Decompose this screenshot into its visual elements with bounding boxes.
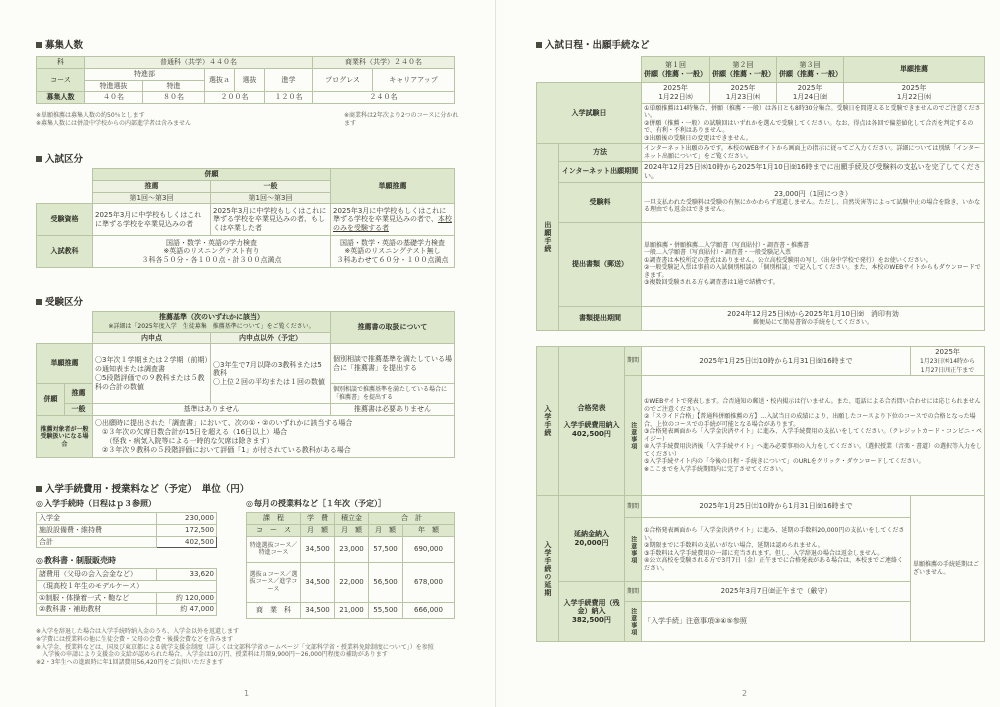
reserve-cell: 23,000 [335, 536, 369, 562]
chui-label-3: 注意事項 [625, 602, 642, 642]
naishin-igai-criteria: 〇3年生で7月以降の3教科または5教科 〇上位２回の平均または１回の数値 [211, 344, 331, 404]
yearly-cell: 690,000 [403, 536, 455, 562]
count-header: 募集人数 [37, 92, 85, 104]
course-header: コース [37, 68, 85, 92]
select-a: 選抜ａ [205, 68, 235, 92]
count-3: ２００名 [205, 92, 265, 104]
recruit-table [36, 56, 455, 104]
zankin-label: 入学手続費用（残金）納入 382,500円 [559, 582, 625, 642]
th-sub: 年 額 [403, 524, 455, 536]
exam-notes: ①単願推薦は14時集合、併願（推薦・一般）は各日とも8時30分集合。受験日を間違えると受験できませんのでご注意ください。 ②併願（推薦・一般）の試験回はいずれかを選んで受験してください。なお、得点は各回で偏差値化して合否を判定するので、有利・不利はありません。 ③出願後の受験日の変更はできません。 [642, 103, 985, 144]
naishin-igai-header: 内申点以外（予定） [211, 332, 331, 344]
fees-title: 入学手続費用・授業料など（予定） 単位（円） [36, 484, 249, 496]
select: 選抜 [235, 68, 265, 92]
fee-text: 23,000円（1回につき） 一旦支払われた受験料は受験の有無にかかわらず返還しません。ただし、自然災害等によって試験中止の場合を除き、いかなる理由でも返金はできません。 [642, 182, 985, 222]
th-sub: コ ー ス [247, 524, 301, 536]
chui-label: 注意事項 [625, 376, 642, 496]
docs-label: 提出書類（郵送） [559, 222, 642, 306]
encho-label: 入学手続の延期 [537, 496, 559, 642]
deadline-label: 書類提出期間 [559, 306, 642, 330]
tangan-row: 単願推薦 [37, 344, 93, 384]
method-label: 方法 [559, 144, 642, 162]
page-number: 2 [742, 689, 748, 698]
kijun-header: 推薦基準（次のいずれかに該当） ※詳細は「2025年度入学 生徒募集 推薦基準について」をご覧ください。 [93, 312, 331, 333]
books-table [36, 568, 217, 616]
fee-label: 受験料 [559, 182, 642, 222]
heigan-header: 併願 [93, 169, 331, 181]
doc-header: 推薦書の取扱について [331, 312, 455, 344]
period-text: 2024年12月25日㈬10時から2025年1月10日㈮16時までに出願手続及び受験料の支払いを完了してください。 [642, 162, 985, 183]
doc-text: 個別相談で推薦基準を満たしている場合に「推薦書」を提出する [331, 344, 455, 384]
kyouka-label: 入試教科 [37, 236, 93, 268]
kubun-table [36, 168, 455, 268]
book-item-label: 諸費用（父母の会入会金など） [37, 569, 157, 581]
kikan-label: 期間 [625, 347, 642, 376]
period-label: インターネット出願期間 [559, 162, 642, 183]
admission-title: ◎ 入学手続時（日程はｐ３参照） [36, 499, 156, 509]
tuition-title: ◎ 毎月の授業料など［１年次（予定）］ [246, 499, 386, 509]
th-total: 合 計 [369, 513, 455, 525]
exam-date-tangan: 2025年 1月22日㈬ [844, 83, 985, 104]
shikaku-3: 2025年3月に中学校もしくはこれに準ずる学校を卒業見込みの者で、本校のみを受験する者 [331, 204, 455, 236]
course-cell: 商 業 科 [247, 602, 301, 618]
th-fee: 学 費 [301, 513, 335, 525]
books-title: ◎ 教科書・制服販売時 [36, 556, 116, 566]
fee-item-label: 入学金 [37, 513, 157, 525]
kikan-a: 2025年1月25日㈯10時から1月31日㈮16時まで [642, 347, 911, 376]
no-doc: 推薦書は必要ありません [331, 404, 455, 416]
taisho-label: 推薦対象者が一般受験扱いになる場合 [37, 416, 93, 458]
commercial-course: 商業科（共学）２４０名 [313, 57, 455, 69]
exam-date-2: 2025年 1月23日㈭ [710, 83, 777, 104]
taisho-text: 〇出願時に提出された「調査書」において、次の①・②のいずれかに該当する場合 ①３年次の欠席日数合計が15日を超える（16日以上）場合 （怪我・病気入院等による一時的な欠席は除きます） ②３年次９教科の５段階評価において評価「1」が付されている教科がある場合 [93, 416, 455, 458]
count-4: １２０名 [265, 92, 313, 104]
fee-cell: 34,500 [301, 602, 335, 618]
fee-total-value: 402,500 [157, 536, 217, 548]
doc-text-2: 個別相談で推薦基準を満たしている場合に「推薦書」を提出する [331, 384, 455, 404]
fee-item-value: 230,000 [157, 513, 217, 525]
career-up: キャリアアップ [373, 68, 455, 92]
fee-item-value: 172,500 [157, 524, 217, 536]
count-1: ４０名 [85, 92, 143, 104]
heigan-row: 併願 [37, 384, 65, 416]
docs-text: 単願推薦・併願推薦…入学願書（写真貼付）・調査書・推薦書 一般…入学願書（写真貼付）・調査書・一般受験記入票 ①調査書は本校所定の書式はありません。公立高校受験用の写し（出身中学校で発行）をお使いください。 ②一般受験記入票は事前の入試個別相談の「個別相談」で記入してください。また、本校のWEBサイトからもダウンロードできます。 ③複数回受験される方も調査書は1通で結構です。 [642, 222, 985, 306]
exam-date-3: 2025年 1月24日㈮ [777, 83, 844, 104]
kyouka-1: 国語・数学・英語の学力検査 ※英語のリスニングテスト有り ３科各５０分・各１００点・計３００点満点 [93, 236, 331, 268]
deadline-text: 2024年12月25日㈬から2025年1月10日㈮ 消印有効 郵便局にて簡易書留の手続をしてください。 [642, 306, 985, 330]
tuition-table [246, 512, 455, 619]
juken-table [36, 311, 455, 458]
round-2-header: 第２回 併願（推薦・一般） [710, 57, 777, 83]
monthly-cell: 55,500 [369, 602, 403, 618]
monthly-cell: 57,500 [369, 536, 403, 562]
tetsuzuki-label: 入学手続 [537, 347, 559, 496]
special-adv: 特進選抜 [85, 80, 143, 92]
th-sub: 月 額 [335, 524, 369, 536]
th-reserve: 積立金 [335, 513, 369, 525]
suisen-header: 推薦 [93, 180, 211, 192]
fee-cell: 34,500 [301, 536, 335, 562]
progress: プログレス [313, 68, 373, 92]
kikan-label-2: 期間 [625, 496, 642, 518]
heigan-ippan: 一般 [65, 404, 93, 416]
book-item-value: 約 47,000 [157, 604, 217, 616]
kikan-b: 2025年 1月23日㈭14時から 1月27日㈪正午まで [911, 347, 985, 376]
kikan-d: 2025年3月7日㈮正午まで（厳守） [642, 582, 911, 602]
exam-date-label: 入学試験日 [537, 83, 642, 144]
kikan-label-3: 期間 [625, 582, 642, 602]
round-1-header: 第１回 併願（推薦・一般） [642, 57, 710, 83]
notes-a: ①WEBサイトで発表します。合否通知の郵送・校内掲示は行いません。また、電話による合否問い合わせには応じられませんのでご注意ください。 ②「スライド合格」【普通科併願推薦の方】…入試当日の成績により、出願したコースより下位のコースでの合格となった場合、上位のコースでの手続が可能となる場合があります。 ③合格発表画面から「入学金決済サイト」に進み、入学手続費用の支払いをしてください。（クレジットカード・コンビニ・ペイジー） ④入学手続費用決済後「入学手続サイト」へ進み必要事項の入力をしてください。（選択授業（音楽・書道）の選択等入力をしてください） ⑤入学手続サイト内の「今後の日程・手続きについて」のURLをクリック・ダウンロードしてください。 ※ここまでを入学手続期間内に完了させてください。 [642, 376, 985, 496]
fee-total-label: 合計 [37, 536, 157, 548]
tangan-note: 単願推薦の手続延期はございません。 [911, 496, 985, 642]
schedule-table [536, 56, 985, 331]
happyo-label: 合格発表 入学手続費用納入 402,500円 [559, 347, 625, 496]
procedure-table [536, 346, 985, 642]
no-criteria: 基準はありません [93, 404, 331, 416]
notes-b: ①合格発表画面から「入学金決済サイト」に進み、延期の手数料20,000円の支払いをしてください。 ②期限までに手数料の支払いがない場合、延期は認められません。 ③手数料は入学手続費用の一部に充当されます。但し、入学辞退の場合は返金しません。 ④公立高校を受験される方で3月7日（金）正午までに合格発表がある場合は、本校までご連絡ください。 [642, 518, 911, 582]
count-2: ８０名 [143, 92, 205, 104]
round-3-header: 第３回 併願（推薦・一般） [777, 57, 844, 83]
book-item-value: 約 120,000 [157, 592, 217, 604]
page-number: 1 [244, 689, 250, 698]
th-course: 課 程 [247, 513, 301, 525]
tangan-header: 単願推薦 [844, 57, 985, 83]
tangan-header: 単願推薦 [331, 169, 455, 204]
round-1: 第1回～第3回 [93, 192, 211, 204]
subject-header: 科 [37, 57, 85, 69]
general-course: 普通科（共学）４４０名 [85, 57, 313, 69]
encho-fee-label: 延納金納入 20,000円 [559, 496, 625, 582]
th-sub: 月 額 [369, 524, 403, 536]
kikan-c: 2025年1月25日㈯10時から1月31日㈮16時まで [642, 496, 911, 518]
juken-title: 受験区分 [36, 297, 83, 309]
admission-table [36, 512, 217, 548]
exam-date-1: 2025年 1月22日㈬ [642, 83, 710, 104]
book-item-label: （現高校１年生のモデルケース） [37, 580, 217, 592]
fee-item-label: 施設設備費・維持費 [37, 524, 157, 536]
shingaku: 進学 [265, 68, 313, 92]
special: 特進 [143, 80, 205, 92]
page-2 [504, 0, 1000, 707]
th-sub: 月 額 [301, 524, 335, 536]
course-cell: 選抜ａコース／選抜コース／進学コース [247, 562, 301, 602]
monthly-cell: 56,500 [369, 562, 403, 602]
yearly-cell: 666,000 [403, 602, 455, 618]
course-cell: 特進選抜コース／特進コース [247, 536, 301, 562]
kubun-title: 入試区分 [36, 154, 83, 166]
naishin-header: 内申点 [93, 332, 211, 344]
shikaku-1: 2025年3月に中学校もしくはこれに準ずる学校を卒業見込みの者 [93, 204, 211, 236]
notes-c: 「入学手続」注意事項③④⑤参照 [642, 602, 911, 642]
ippan-header: 一般 [211, 180, 331, 192]
count-5: ２４０名 [313, 92, 455, 104]
naishin-criteria: 〇3年次１学期または２学期（前期）の通知表または調査書 〇5段階評価での９教科または５教科の合計の数値 [93, 344, 211, 404]
shikaku-2: 2025年3月に中学校もしくはこれに準ずる学校を卒業見込みの者、もしくは卒業した者 [211, 204, 331, 236]
schedule-title: 入試日程・出願手続など [536, 40, 650, 52]
chui-label-2: 注意事項 [625, 518, 642, 582]
fee-cell: 34,500 [301, 562, 335, 602]
round-2: 第1回～第3回 [211, 192, 331, 204]
shutsugan-label: 出願手続 [537, 144, 559, 331]
reserve-cell: 22,000 [335, 562, 369, 602]
special-group: 特進部 [85, 68, 205, 80]
fees-notes: ※入学を辞退した場合は入学手続時納入金のうち、入学金以外を返還します ※学費には授業料の他に生徒会費・父母の会費・後援会費などを含みます ※入学金、授業料などは、国及び東京都による就学支援金制度（詳しくは文部科学省ホームページ「文部科学省・授業料免除制度について」）を参照 入学後の申請により支援金の支給が認められた場合、入学金は10万円、授業料は月額9,900円〜26,000円程度の補助があります ※2・3年生への進級時に年1回諸費用56,420円をご負担いただきます [36, 628, 434, 667]
reserve-cell: 21,000 [335, 602, 369, 618]
book-item-value: 33,620 [157, 569, 217, 581]
yearly-cell: 678,000 [403, 562, 455, 602]
recruit-note-1: ※単願推薦は募集人数の約50％とします ※募集人数には併設中学校からの内部進学者は含みません [36, 112, 192, 127]
method-text: インターネット出願のみです。本校のWEBサイトから画面上の指示に従ってご入力ください。詳細については別紙「インターネット出願について」をご覧ください。 [642, 144, 985, 162]
book-item-label: ①制服・体操着一式・鞄など [37, 592, 157, 604]
kyouka-2: 国語・数学・英語の基礎学力検査 ※英語のリスニングテスト無し ３科あわせて６０分・１００点満点 [331, 236, 455, 268]
shikaku-label: 受験資格 [37, 204, 93, 236]
recruit-note-3: ※商業科は2年次より2つのコースに分かれます [344, 112, 459, 127]
recruit-title: 募集人数 [36, 40, 83, 52]
page-1 [0, 0, 496, 707]
heigan-suisen: 推薦 [65, 384, 93, 404]
book-item-label: ②教科書・補助教材 [37, 604, 157, 616]
